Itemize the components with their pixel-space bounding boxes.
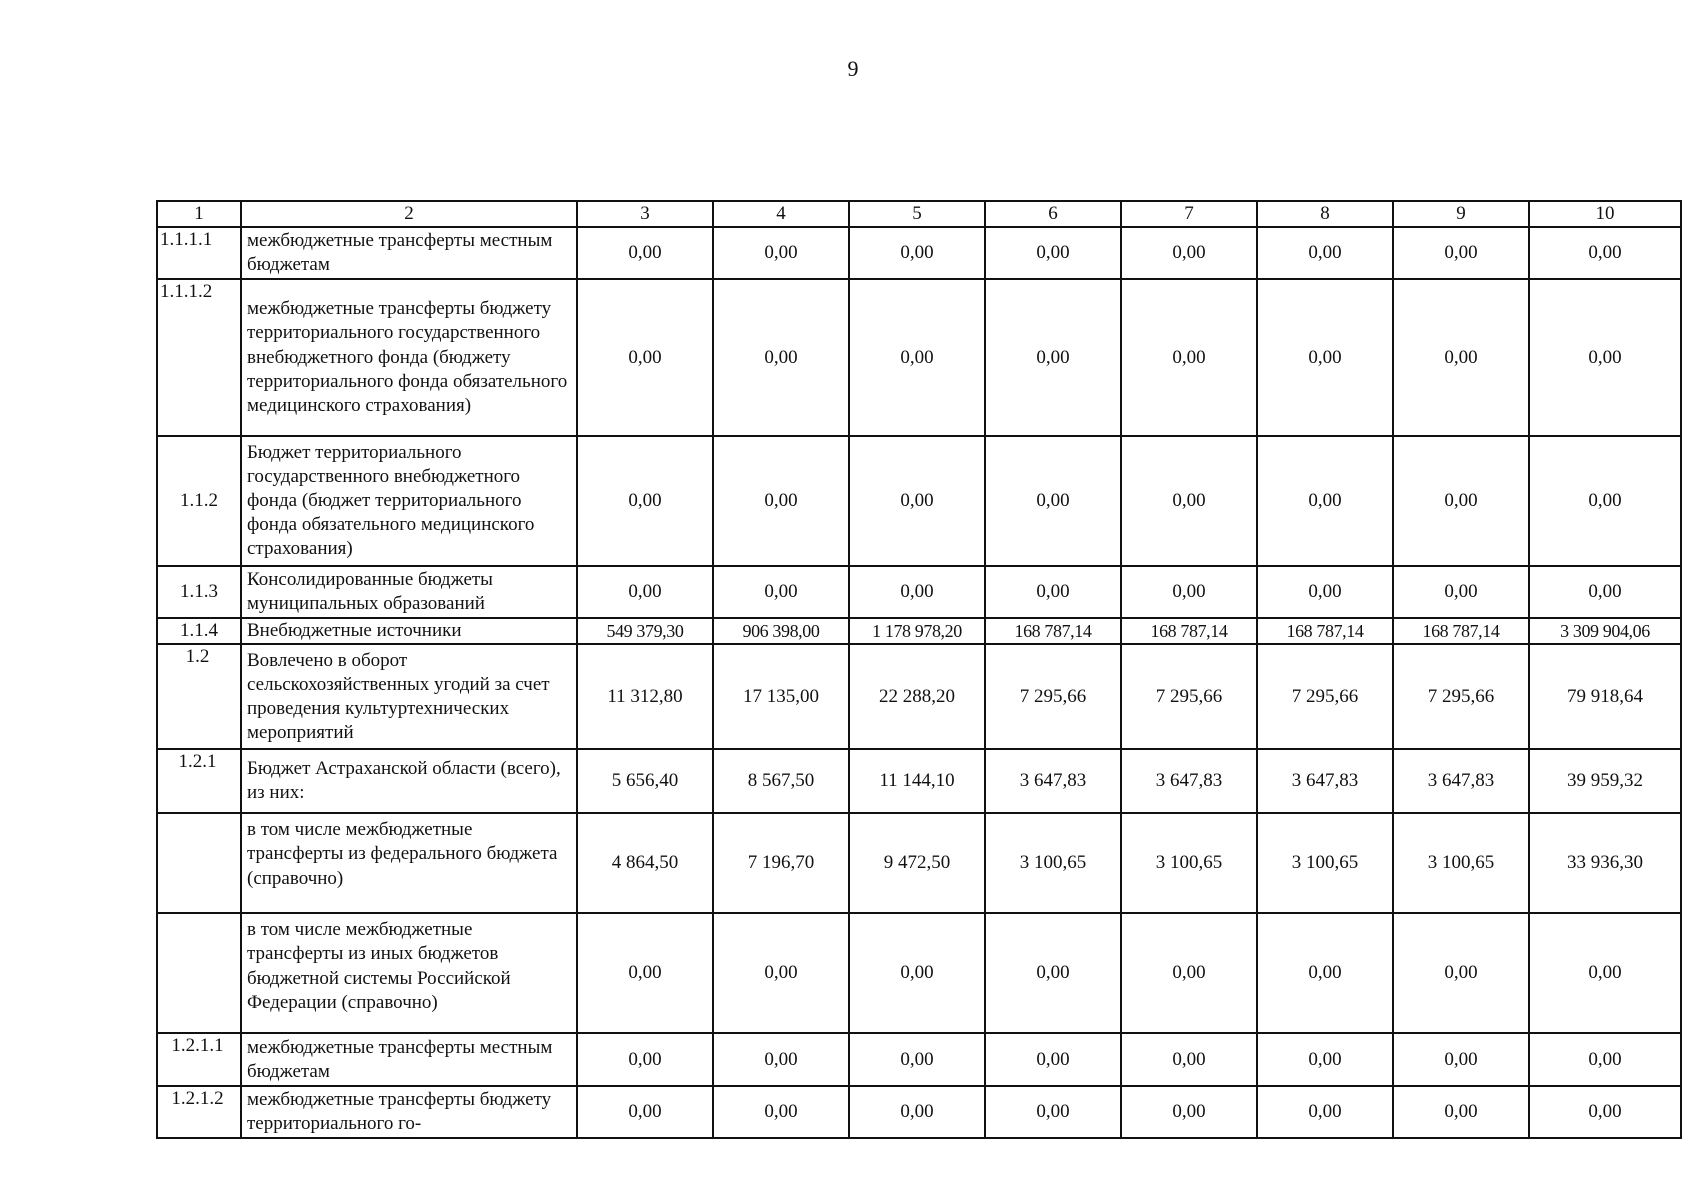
value-cell: 7 295,66 bbox=[985, 644, 1121, 749]
value-cell: 0,00 bbox=[577, 227, 713, 279]
value-cell: 3 647,83 bbox=[1393, 749, 1529, 813]
value-cell: 0,00 bbox=[577, 1086, 713, 1138]
value-cell: 3 647,83 bbox=[985, 749, 1121, 813]
value-cell: 0,00 bbox=[713, 913, 849, 1033]
value-cell: 39 959,32 bbox=[1529, 749, 1681, 813]
value-cell: 0,00 bbox=[577, 566, 713, 618]
value-cell: 0,00 bbox=[1121, 227, 1257, 279]
row-name: в том числе межбюджетные трансферты из иных бюджетов бюджетной системы Российской Федерации (справочно) bbox=[241, 913, 577, 1033]
value-cell: 0,00 bbox=[849, 227, 985, 279]
table-row bbox=[157, 436, 1681, 566]
value-cell: 3 100,65 bbox=[1121, 813, 1257, 913]
value-cell: 0,00 bbox=[713, 1033, 849, 1086]
row-name: межбюджетные трансферты местным бюджетам bbox=[241, 1033, 577, 1086]
value-cell: 7 196,70 bbox=[713, 813, 849, 913]
value-cell: 168 787,14 bbox=[1121, 618, 1257, 644]
column-header: 2 bbox=[241, 201, 577, 227]
value-cell: 0,00 bbox=[713, 436, 849, 566]
column-header: 3 bbox=[577, 201, 713, 227]
value-cell: 0,00 bbox=[985, 1086, 1121, 1138]
value-cell: 3 647,83 bbox=[1257, 749, 1393, 813]
value-cell: 4 864,50 bbox=[577, 813, 713, 913]
value-cell: 906 398,00 bbox=[713, 618, 849, 644]
row-code: 1.1.4 bbox=[157, 618, 241, 644]
value-cell: 168 787,14 bbox=[1393, 618, 1529, 644]
column-header: 4 bbox=[713, 201, 849, 227]
value-cell: 9 472,50 bbox=[849, 813, 985, 913]
value-cell: 0,00 bbox=[1257, 913, 1393, 1033]
value-cell: 3 100,65 bbox=[1257, 813, 1393, 913]
value-cell: 549 379,30 bbox=[577, 618, 713, 644]
table-row bbox=[157, 566, 1681, 618]
value-cell: 0,00 bbox=[1393, 227, 1529, 279]
value-cell: 3 647,83 bbox=[1121, 749, 1257, 813]
row-code: 1.1.3 bbox=[157, 566, 241, 618]
value-cell: 0,00 bbox=[713, 279, 849, 436]
table-row bbox=[157, 1086, 1681, 1138]
value-cell: 0,00 bbox=[985, 279, 1121, 436]
row-code bbox=[157, 913, 241, 1033]
row-name: Внебюджетные источники bbox=[241, 618, 577, 644]
row-code: 1.1.1.1 bbox=[157, 227, 241, 279]
value-cell: 0,00 bbox=[1529, 436, 1681, 566]
value-cell: 0,00 bbox=[1121, 1033, 1257, 1086]
value-cell: 0,00 bbox=[849, 436, 985, 566]
value-cell: 0,00 bbox=[1257, 1033, 1393, 1086]
value-cell: 0,00 bbox=[577, 913, 713, 1033]
column-header: 7 bbox=[1121, 201, 1257, 227]
value-cell: 0,00 bbox=[849, 279, 985, 436]
column-header: 8 bbox=[1257, 201, 1393, 227]
value-cell: 0,00 bbox=[1393, 279, 1529, 436]
value-cell: 0,00 bbox=[849, 913, 985, 1033]
value-cell: 0,00 bbox=[1529, 566, 1681, 618]
row-code: 1.1.2 bbox=[157, 436, 241, 566]
value-cell: 1 178 978,20 bbox=[849, 618, 985, 644]
row-code bbox=[157, 813, 241, 913]
column-header: 1 bbox=[157, 201, 241, 227]
row-name: Бюджет Астраханской области (всего), из них: bbox=[241, 749, 577, 813]
value-cell: 0,00 bbox=[1257, 566, 1393, 618]
value-cell: 0,00 bbox=[1121, 436, 1257, 566]
row-code: 1.2.1 bbox=[157, 749, 241, 813]
value-cell: 168 787,14 bbox=[985, 618, 1121, 644]
value-cell: 0,00 bbox=[1257, 436, 1393, 566]
row-code: 1.1.1.2 bbox=[157, 279, 241, 436]
table-row bbox=[157, 749, 1681, 813]
value-cell: 0,00 bbox=[713, 566, 849, 618]
value-cell: 7 295,66 bbox=[1121, 644, 1257, 749]
column-header: 9 bbox=[1393, 201, 1529, 227]
value-cell: 0,00 bbox=[1393, 566, 1529, 618]
value-cell: 0,00 bbox=[985, 1033, 1121, 1086]
table-row bbox=[157, 813, 1681, 913]
value-cell: 22 288,20 bbox=[849, 644, 985, 749]
value-cell: 0,00 bbox=[1121, 1086, 1257, 1138]
value-cell: 0,00 bbox=[1121, 913, 1257, 1033]
row-name: межбюджетные трансферты бюджету территориального го- bbox=[241, 1086, 577, 1138]
value-cell: 7 295,66 bbox=[1393, 644, 1529, 749]
row-name: межбюджетные трансферты местным бюджетам bbox=[241, 227, 577, 279]
value-cell: 0,00 bbox=[1121, 566, 1257, 618]
row-code: 1.2.1.1 bbox=[157, 1033, 241, 1086]
value-cell: 0,00 bbox=[713, 227, 849, 279]
value-cell: 0,00 bbox=[1257, 227, 1393, 279]
value-cell: 0,00 bbox=[985, 436, 1121, 566]
value-cell: 0,00 bbox=[577, 279, 713, 436]
value-cell: 0,00 bbox=[577, 1033, 713, 1086]
value-cell: 11 144,10 bbox=[849, 749, 985, 813]
value-cell: 17 135,00 bbox=[713, 644, 849, 749]
value-cell: 0,00 bbox=[1393, 1086, 1529, 1138]
table-row bbox=[157, 644, 1681, 749]
table-row bbox=[157, 1033, 1681, 1086]
value-cell: 0,00 bbox=[849, 1033, 985, 1086]
row-code: 1.2 bbox=[157, 644, 241, 749]
value-cell: 0,00 bbox=[1393, 913, 1529, 1033]
table-row bbox=[157, 618, 1681, 644]
value-cell: 0,00 bbox=[849, 1086, 985, 1138]
value-cell: 8 567,50 bbox=[713, 749, 849, 813]
value-cell: 33 936,30 bbox=[1529, 813, 1681, 913]
budget-table bbox=[156, 200, 1682, 1139]
value-cell: 0,00 bbox=[577, 436, 713, 566]
row-code: 1.2.1.2 bbox=[157, 1086, 241, 1138]
column-header: 5 bbox=[849, 201, 985, 227]
table-row bbox=[157, 227, 1681, 279]
value-cell: 168 787,14 bbox=[1257, 618, 1393, 644]
row-name: Вовлечено в оборот сельскохозяйственных угодий за счет проведения культуртехнических мероприятий bbox=[241, 644, 577, 749]
value-cell: 11 312,80 bbox=[577, 644, 713, 749]
row-name: межбюджетные трансферты бюджету территориального государственного внебюджетного фонда (бюджету территориального фонда обязательного медицинского страхования) bbox=[241, 279, 577, 436]
table-row bbox=[157, 279, 1681, 436]
header-row bbox=[157, 201, 1681, 227]
value-cell: 0,00 bbox=[1529, 1086, 1681, 1138]
column-header: 6 bbox=[985, 201, 1121, 227]
value-cell: 0,00 bbox=[1393, 436, 1529, 566]
value-cell: 3 309 904,06 bbox=[1529, 618, 1681, 644]
value-cell: 0,00 bbox=[1529, 913, 1681, 1033]
value-cell: 0,00 bbox=[1529, 1033, 1681, 1086]
row-name: Бюджет территориального государственного внебюджетного фонда (бюджет территориального фонда обязательного медицинского страхования) bbox=[241, 436, 577, 566]
value-cell: 0,00 bbox=[713, 1086, 849, 1138]
value-cell: 3 100,65 bbox=[985, 813, 1121, 913]
value-cell: 0,00 bbox=[1257, 1086, 1393, 1138]
value-cell: 0,00 bbox=[1257, 279, 1393, 436]
value-cell: 3 100,65 bbox=[1393, 813, 1529, 913]
value-cell: 0,00 bbox=[1121, 279, 1257, 436]
table-row bbox=[157, 913, 1681, 1033]
value-cell: 79 918,64 bbox=[1529, 644, 1681, 749]
value-cell: 0,00 bbox=[985, 913, 1121, 1033]
page-number: 9 bbox=[847, 56, 859, 81]
value-cell: 0,00 bbox=[849, 566, 985, 618]
value-cell: 7 295,66 bbox=[1257, 644, 1393, 749]
value-cell: 0,00 bbox=[985, 566, 1121, 618]
row-name: Консолидированные бюджеты муниципальных образований bbox=[241, 566, 577, 618]
value-cell: 0,00 bbox=[1529, 279, 1681, 436]
value-cell: 5 656,40 bbox=[577, 749, 713, 813]
value-cell: 0,00 bbox=[1393, 1033, 1529, 1086]
row-name: в том числе межбюджетные трансферты из федерального бюджета (справочно) bbox=[241, 813, 577, 913]
column-header: 10 bbox=[1529, 201, 1681, 227]
value-cell: 0,00 bbox=[1529, 227, 1681, 279]
value-cell: 0,00 bbox=[985, 227, 1121, 279]
